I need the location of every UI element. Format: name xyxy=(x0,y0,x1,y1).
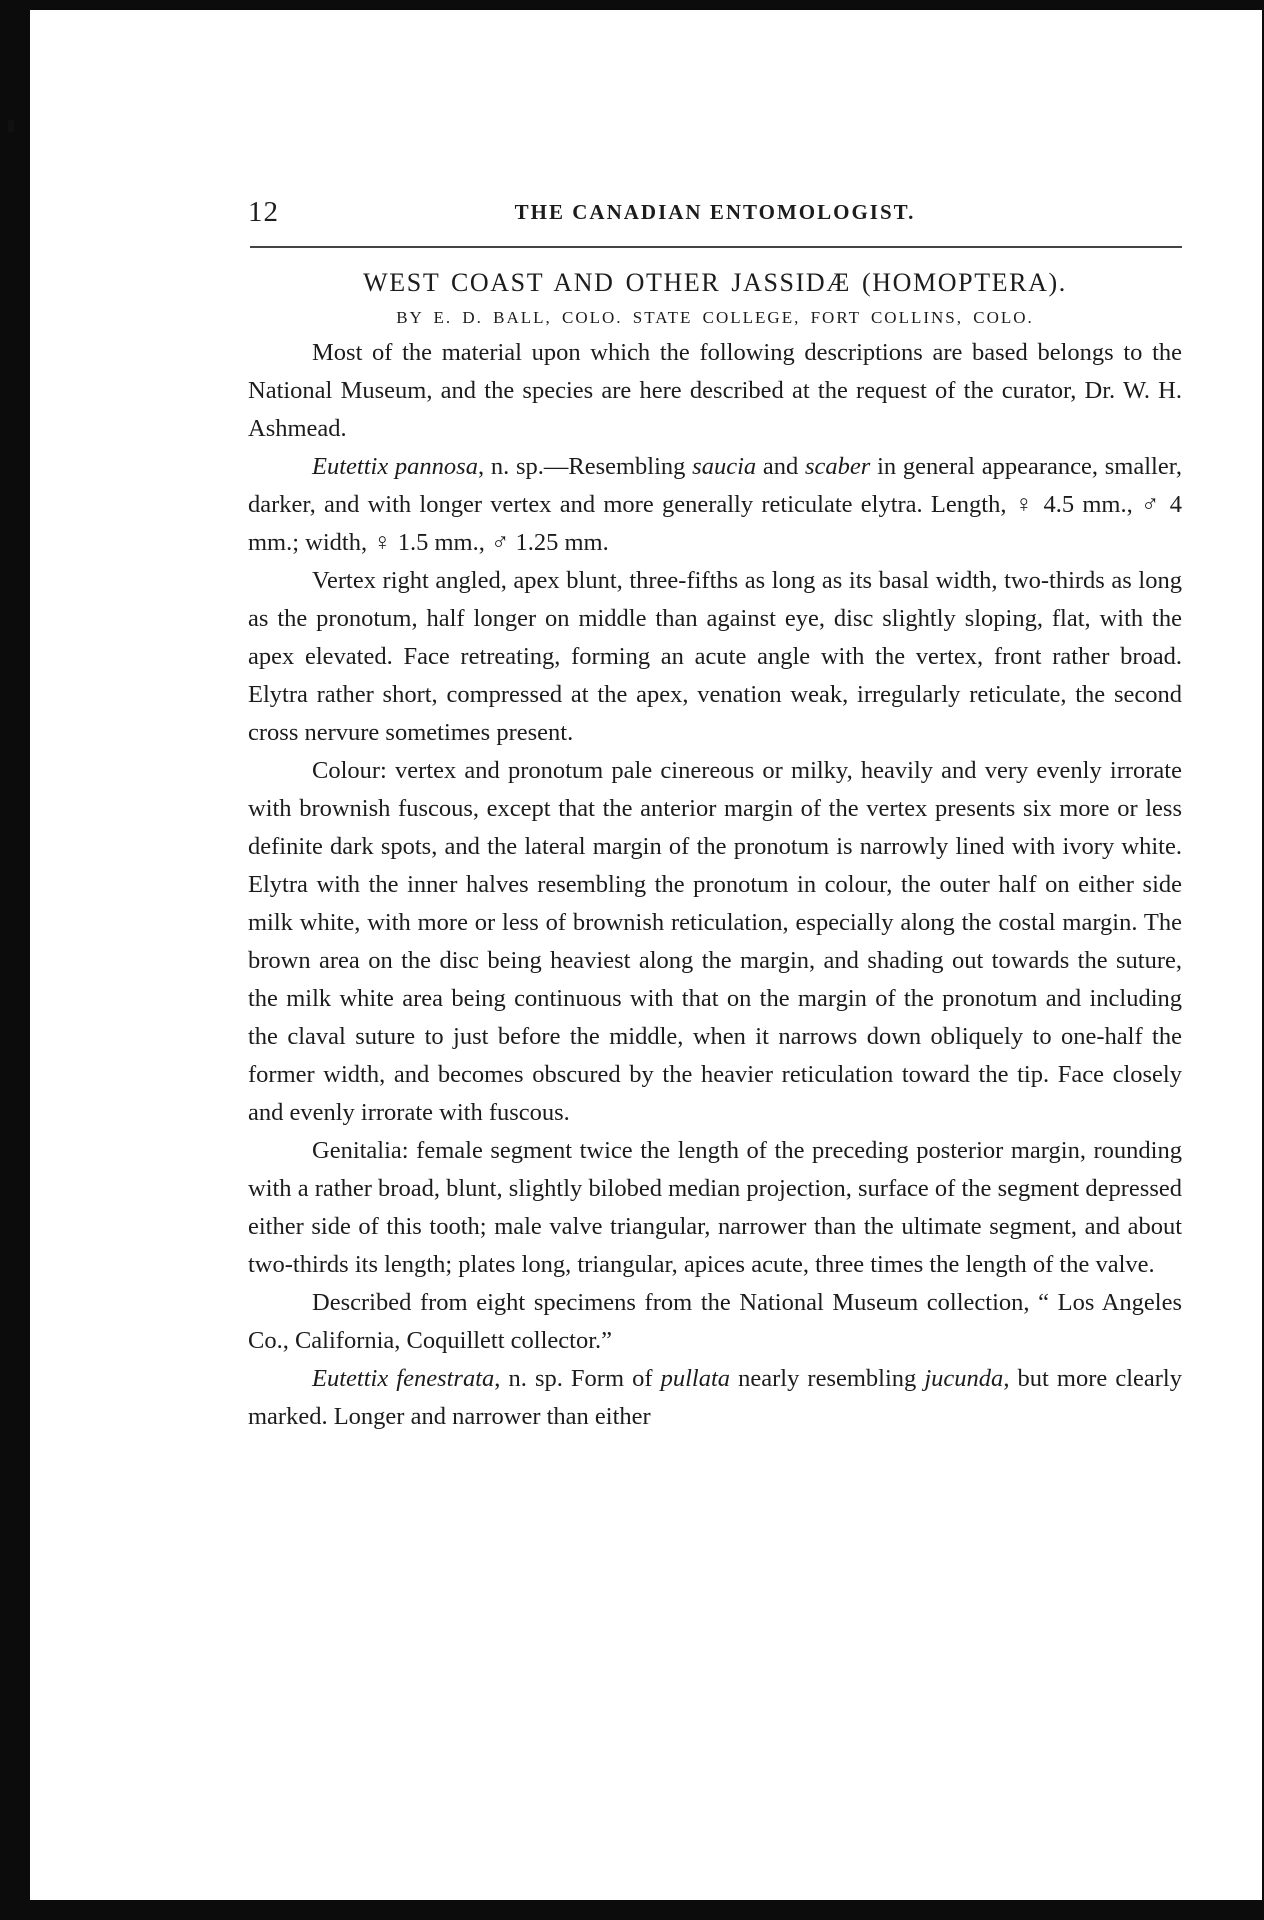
paragraph-text: in general appearance, smaller, darker, and with longer vertex and more generally reticulate elytra. Length, ♀ 4.5 mm., ♂ 4 mm.; width, ♀ 1.5 mm., ♂ 1.25 mm. xyxy=(248,453,1182,556)
paragraph-species-pannosa xyxy=(248,448,1182,562)
journal-title: THE CANADIAN ENTOMOLOGIST. xyxy=(514,200,916,224)
species-reference: jucunda xyxy=(924,1365,1004,1392)
paragraph-species-fenestrata xyxy=(248,1360,1182,1436)
paragraph-colour: Colour: vertex and pronotum pale cinereous or milky, heavily and very evenly irrorate with brownish fuscous, except that the anterior margin of the vertex presents six more or less definite dark spots, and the lateral margin of the pronotum is narrowly lined with ivory white. Elytra with the inner halves resembling the pronotum in colour, the outer half on either side milk white, with more or less of brownish reticulation, especially along the costal margin. The brown area on the disc being heaviest along the margin, and shading out towards the suture, the milk white area being continuous with that on the margin of the pronotum and including the claval suture to just before the middle, when it narrows down obliquely to one-half the former width, and becomes obscured by the heavier reticulation toward the tip. Face closely and evenly irrorate with fuscous. xyxy=(248,757,1182,1126)
paragraph-text: , n. sp.—Resembling xyxy=(477,453,693,480)
paragraph-text: , but more clearly marked. Longer and narrower than either xyxy=(248,1365,1182,1430)
species-reference: saucia xyxy=(692,453,757,480)
scan-mark xyxy=(8,120,14,132)
document-page xyxy=(248,190,1182,1436)
page-number: 12 xyxy=(248,196,279,228)
paragraph-intro: Most of the material upon which the following descriptions are based belongs to the National Museum, and the species are here described at the request of the curator, Dr. W. H. Ashmead. xyxy=(248,339,1182,442)
paragraph-described: Described from eight specimens from the National Museum collection, “ Los Angeles Co., California, Coquillett collector.” xyxy=(248,1289,1182,1354)
paragraph-genitalia: Genitalia: female segment twice the length of the preceding posterior margin, rounding with a rather broad, blunt, slightly bilobed median projection, surface of the segment depressed either side of this tooth; male valve triangular, narrower than the ultimate segment, and about two-thirds its length; plates long, triangular, apices acute, three times the length of the valve. xyxy=(248,1137,1182,1278)
paragraph-text: , n. sp. Form of xyxy=(494,1365,661,1392)
running-head xyxy=(248,190,1182,230)
article-title: WEST COAST AND OTHER JASSIDÆ (HOMOPTERA). xyxy=(363,268,1067,297)
species-reference: pullata xyxy=(660,1365,731,1392)
species-reference: scaber xyxy=(805,453,871,480)
paragraph-vertex: Vertex right angled, apex blunt, three-fifths as long as its basal width, two-thirds as long as the pronotum, half longer on middle than against eye, disc slightly sloping, flat, with the apex elevated. Face retreating, forming an acute angle with the vertex, front rather broad. Elytra rather short, compressed at the apex, venation weak, irregularly reticulate, the second cross nervure sometimes present. xyxy=(248,567,1182,746)
species-name: Eutettix pannosa xyxy=(312,453,478,480)
header-rule xyxy=(250,246,1182,248)
paragraph-text: and xyxy=(756,453,806,480)
scan-bottom-edge xyxy=(0,1900,1264,1920)
species-name: Eutettix fenestrata xyxy=(312,1365,495,1392)
paragraph-text: nearly resembling xyxy=(730,1365,925,1392)
article-byline: BY E. D. BALL, COLO. STATE COLLEGE, FORT COLLINS, COLO. xyxy=(396,308,1034,327)
